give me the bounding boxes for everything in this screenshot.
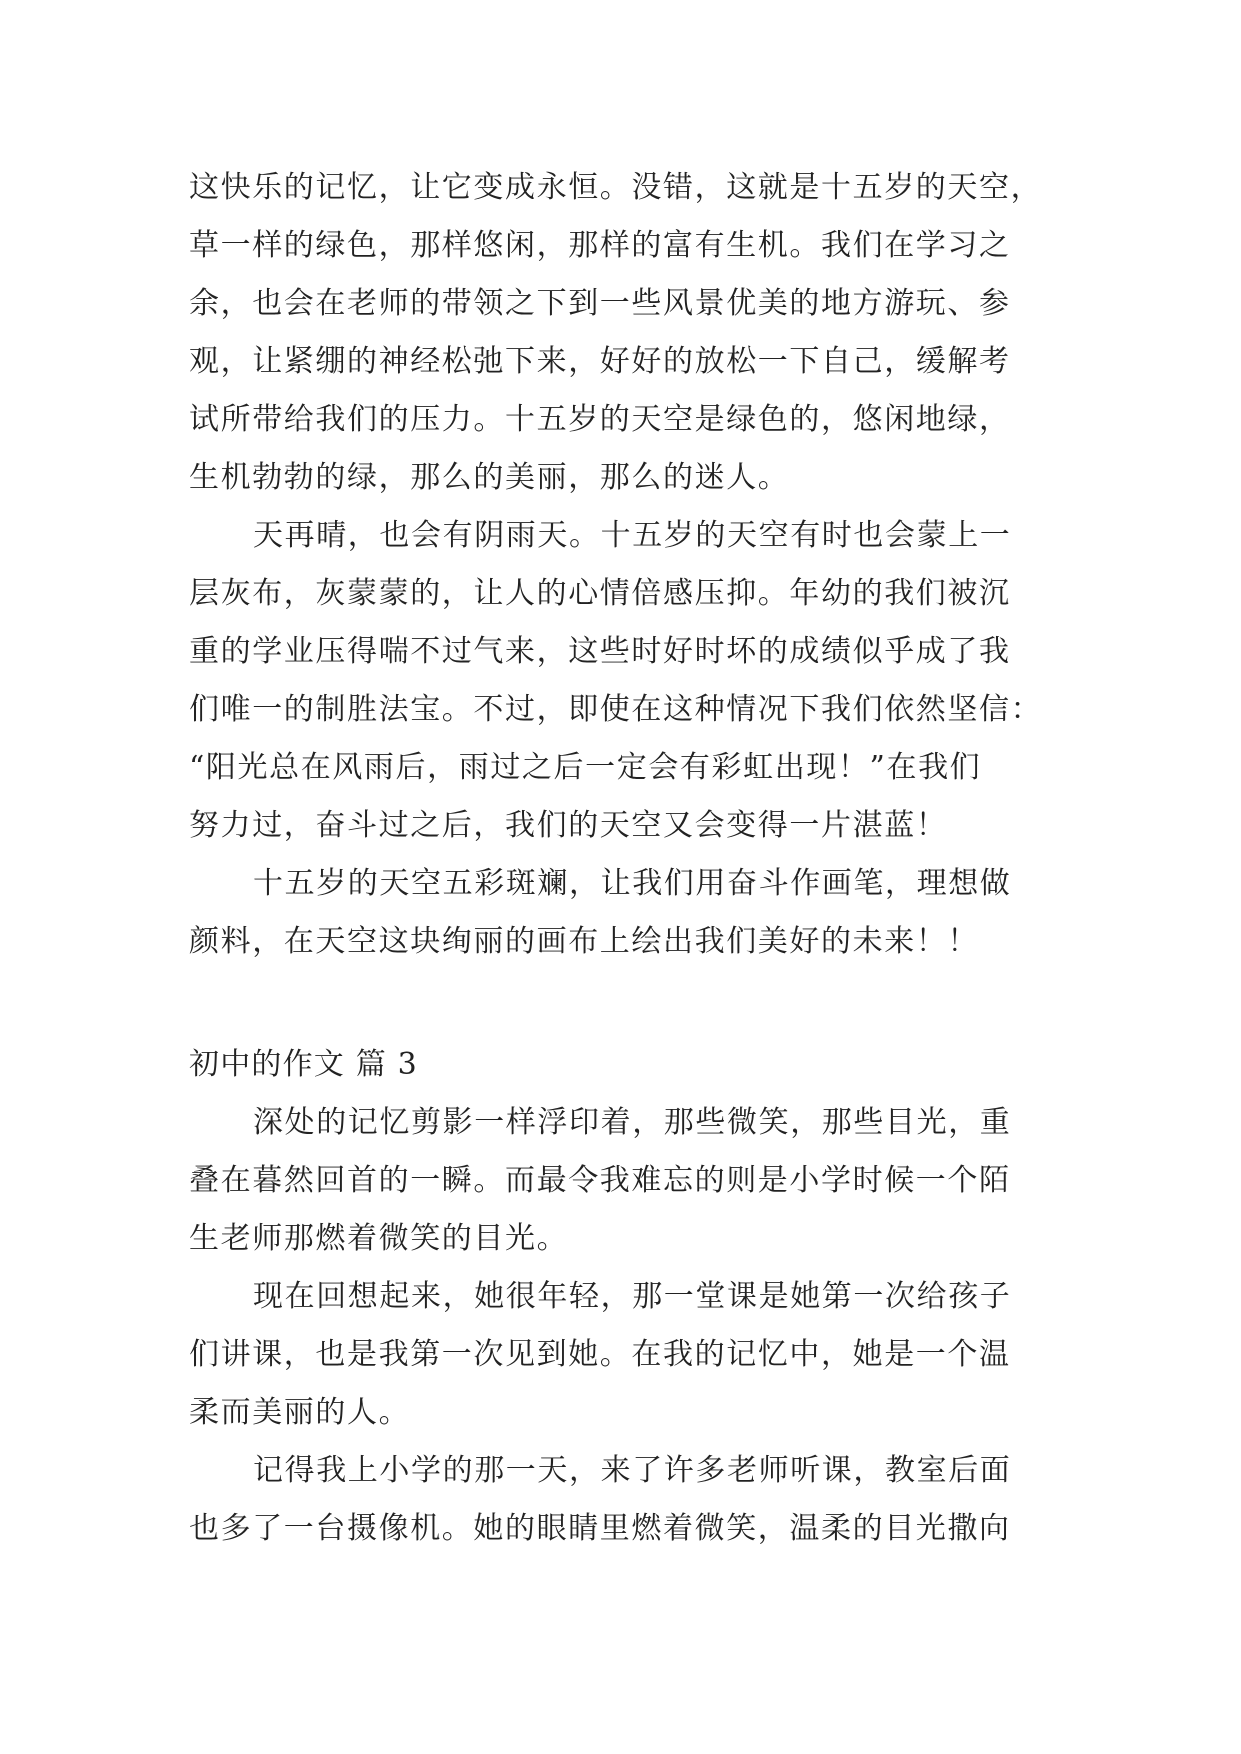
text-line: 生机勃勃的绿，那么的美丽，那么的迷人。: [189, 460, 790, 495]
essay-body-part-2: [189, 1094, 1055, 1558]
paragraph-first-line: 天再晴，也会有阴雨天。十五岁的天空有时也会蒙上一: [253, 518, 1012, 553]
text-line: 叠在暮然回首的一瞬。而最令我难忘的则是小学时候一个陌: [189, 1163, 1011, 1198]
text-line: 柔而美丽的人。: [189, 1395, 411, 1430]
text-line: 层灰布，灰蒙蒙的，让人的心情倍感压抑。年幼的我们被沉: [189, 576, 1011, 611]
text-line: 们唯一的制胜法宝。不过，即使在这种情况下我们依然坚信：: [189, 692, 1043, 727]
text-line: “阳光总在风雨后，雨过之后一定会有彩虹出现！”在我们: [189, 750, 982, 785]
text-line: 努力过，奋斗过之后，我们的天空又会变得一片湛蓝！: [189, 808, 948, 843]
text-line: 也多了一台摄像机。她的眼睛里燃着微笑，温柔的目光撒向: [189, 1511, 1011, 1546]
text-line: 这快乐的记忆，让它变成永恒。没错，这就是十五岁的天空，: [189, 170, 1043, 205]
text-line: 余，也会在老师的带领之下到一些风景优美的地方游玩、参: [189, 286, 1011, 321]
text-line: 生老师那燃着微笑的目光。: [189, 1221, 569, 1256]
paragraph-first-line: 记得我上小学的那一天，来了许多老师听课，教室后面: [253, 1453, 1012, 1488]
section-title: 初中的作文 篇 3: [189, 1047, 418, 1082]
text-line: 试所带给我们的压力。十五岁的天空是绿色的，悠闲地绿，: [189, 402, 1011, 437]
text-line: 们讲课，也是我第一次见到她。在我的记忆中，她是一个温: [189, 1337, 1011, 1372]
paragraph-first-line: 深处的记忆剪影一样浮印着，那些微笑，那些目光，重: [253, 1105, 1012, 1140]
text-line: 重的学业压得喘不过气来，这些时好时坏的成绩似乎成了我: [189, 634, 1011, 669]
paragraph-first-line: 十五岁的天空五彩斑斓，让我们用奋斗作画笔，理想做: [253, 866, 1012, 901]
paragraph-first-line: 现在回想起来，她很年轻，那一堂课是她第一次给孩子: [253, 1279, 1012, 1314]
text-line: 草一样的绿色，那样悠闲，那样的富有生机。我们在学习之: [189, 228, 1011, 263]
text-line: 颜料，在天空这块绚丽的画布上绘出我们美好的未来！！: [189, 924, 979, 959]
text-line: 观，让紧绷的神经松弛下来，好好的放松一下自己，缓解考: [189, 344, 1011, 379]
essay-body-part-1: [189, 159, 1055, 971]
